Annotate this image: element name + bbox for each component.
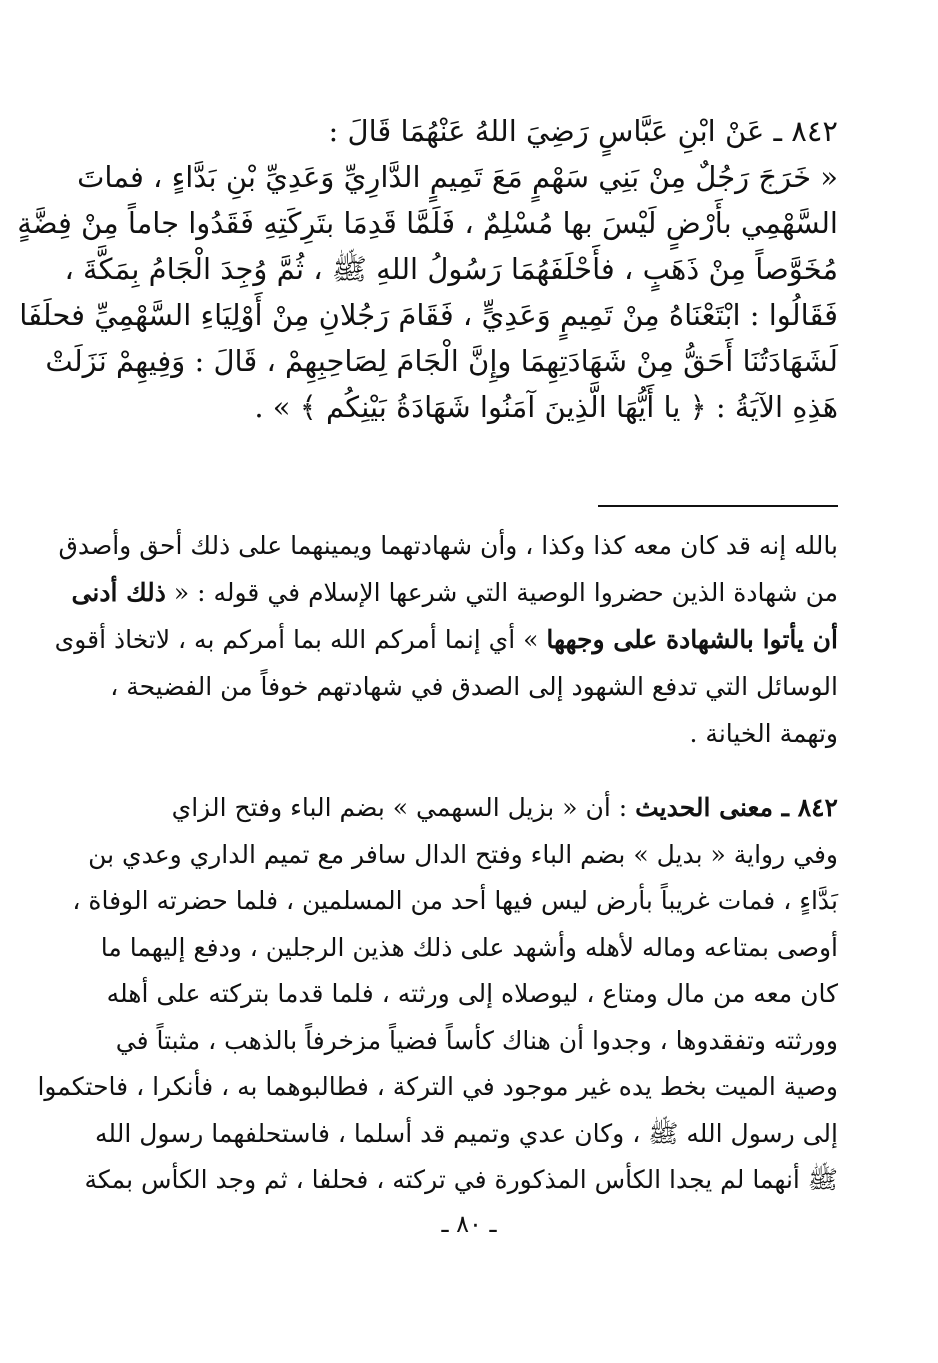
hadith-line: لَشَهَادَتُنَا أَحَقُّ مِنْ شَهَادَتِهِمَا وإِنَّ الْجَامَ لِصَاحِبِهِمْ ، قَالَ : وَفِيهِمْ نَزَلَتْ — [45, 344, 838, 378]
footnote-text — [54, 522, 838, 757]
footnote-line: بالله إنه قد كان معه كذا وكذا ، وأن شهادتهما ويمينهما على ذلك أحق وأصدق — [58, 531, 838, 560]
hadith-line: فَقَالُوا : ابْتَعْنَاهُ مِنْ تَمِيمٍ وَعَدِيٍّ ، فَقَامَ رَجُلانِ مِنْ أَوْلِيَاءِ السَّهْمِيِّ فحلَفَا — [19, 298, 838, 332]
commentary-line: كان معه من مال ومتاع ، ليوصلاه إلى ورثته ، فلما قدما بتركته على أهله — [106, 979, 838, 1008]
commentary-line: ﷺ أنهما لم يجدا الكأس المذكورة في تركته ، فحلفا ، ثم وجد الكأس بمكة — [84, 1165, 838, 1194]
commentary-line: بَدَّاءٍ ، فمات غريباً بأرض ليس فيها أحد من المسلمين ، فلما حضرته الوفاة ، — [72, 886, 838, 915]
hadith-line: « خَرَجَ رَجُلٌ مِنْ بَنِي سَهْمٍ مَعَ تَمِيمٍ الدَّارِيِّ وَعَدِيِّ بْنِ بَدَّاءٍ ، فماتَ — [77, 160, 838, 194]
footnote-quran-bold: أن يأتوا بالشهادة على وجهها — [546, 625, 838, 654]
footnote-text-normal: » أي إنما أمركم الله بما أمركم به ، لاتخاذ أقوى — [54, 625, 547, 654]
commentary-heading-line — [100, 785, 838, 832]
commentary-line: أوصى بمتاعه وماله لأهله وأشهد على ذلك هذين الرجلين ، ودفع إليهما ما — [100, 932, 838, 962]
commentary-line: وصية الميت بخط يده غير موجود في التركة ، فطالبوهما به ، فأنكرا ، فاحتكموا — [37, 1072, 838, 1101]
footnote-text-normal: من شهادة الذين حضروا الوصية التي شرعها الإسلام في قوله : « — [165, 578, 838, 607]
hadith-text — [17, 108, 838, 430]
footnote-line: وتهمة الخيانة . — [689, 719, 838, 748]
hadith-line: السَّهْمِي بأَرْضٍ لَيْسَ بها مُسْلِمٌ ، فَلَمَّا قَدِمَا بتَرِكَتِهِ فَقَدُوا جاماً مِنْ فِضَّةٍ — [17, 206, 838, 240]
footnote-line — [71, 569, 838, 616]
footnote-line — [54, 616, 838, 663]
footnote-divider — [598, 505, 838, 507]
commentary-heading: ٨٤٢ ـ معنى الحديث — [635, 793, 838, 822]
commentary-line-text: : أن « بزيل السهمي » بضم الباء وفتح الزاي — [171, 793, 636, 822]
commentary-text — [37, 785, 838, 1204]
footnote-line: الوسائل التي تدفع الشهود إلى الصدق في شهادتهم خوفاً من الفضيحة ، — [110, 672, 838, 701]
footnote-quran-bold: ذلك أدنى — [71, 578, 166, 607]
hadith-line: مُخَوَّصاً مِنْ ذَهَبٍ ، فأَحْلَفَهُمَا رَسُولُ اللهِ ﷺ ، ثُمَّ وُجِدَ الْجَامُ بِمَكَّةَ ، — [64, 252, 838, 286]
hadith-line: هَذِهِ الآيَةُ : ﴿ يا أَيُّهَا الَّذِينَ آمَنُوا شَهَادَةُ بَيْنِكُم ﴾ » . — [254, 390, 838, 424]
hadith-heading: ٨٤٢ ـ عَنْ ابْنِ عَبَّاسٍ رَضِيَ اللهُ عَنْهُمَا قَالَ : — [328, 114, 838, 148]
commentary-line: وورثته وتفقدوها ، وجدوا أن هناك كأساً فضياً مزخرفاً بالذهب ، مثبتاً في — [115, 1025, 838, 1055]
commentary-line: وفي رواية « بديل » بضم الباء وفتح الدال سافر مع تميم الداري وعدي بن — [88, 839, 838, 869]
commentary-line: إلى رسول الله ﷺ ، وكان عدي وتميم قد أسلما ، فاستحلفهما رسول الله — [95, 1118, 838, 1148]
page-number: ـ ٨٠ ـ — [441, 1210, 497, 1238]
